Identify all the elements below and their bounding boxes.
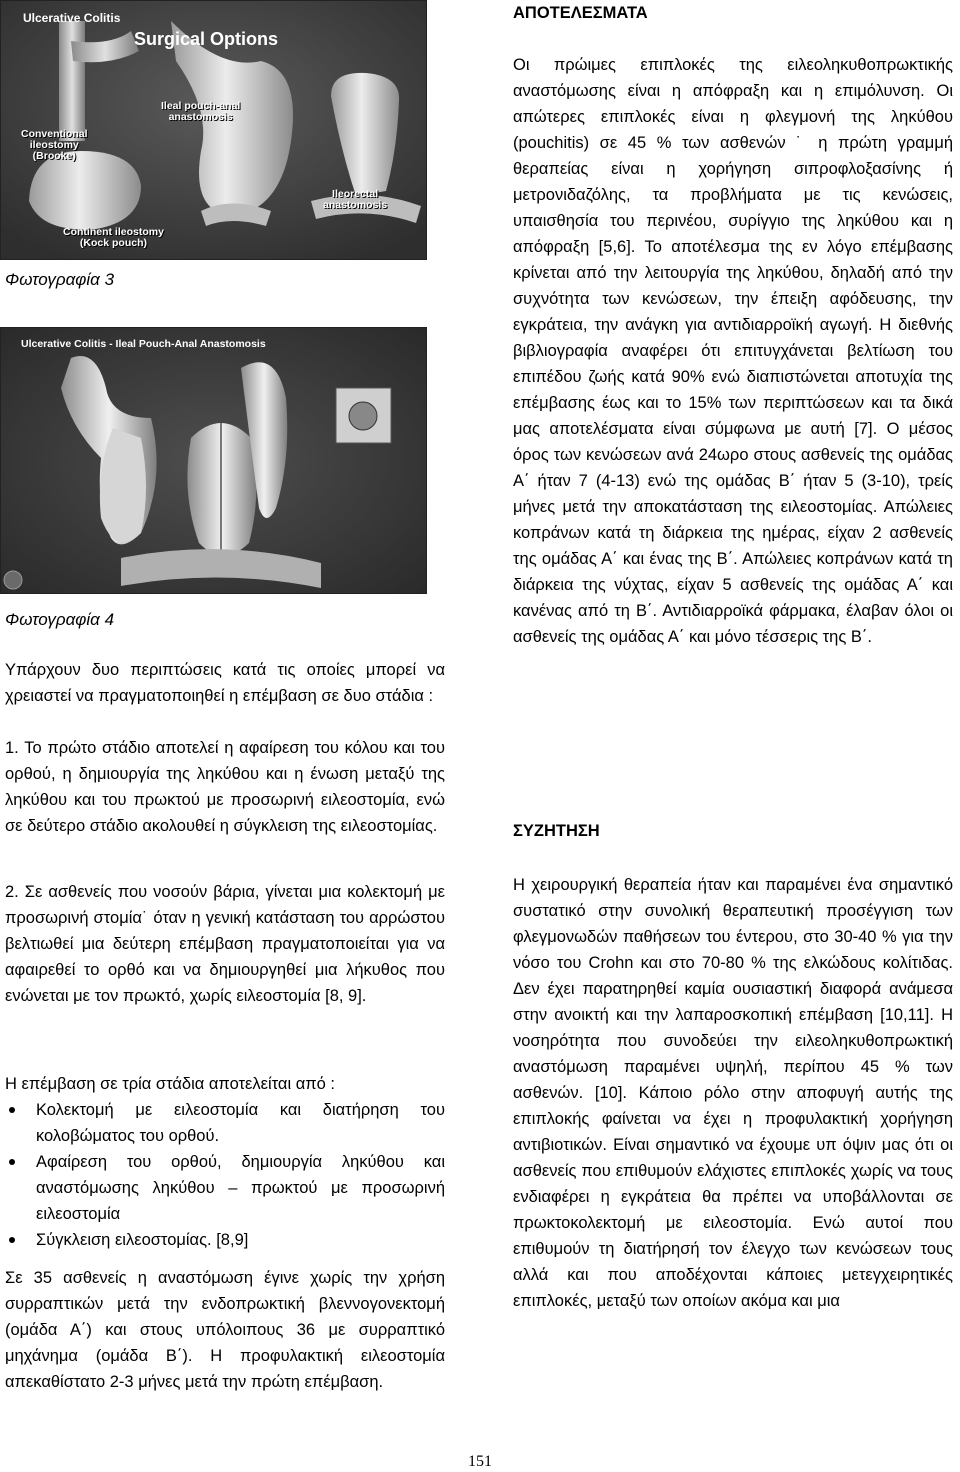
- list-item: Σύγκλειση ειλεοστομίας. [8,9]: [5, 1227, 445, 1253]
- paragraph-stage-item-2: 2. Σε ασθενείς που νοσούν βάρια, γίνεται μια κολεκτομή με προσωρινή στομία˙ όταν η γενική κατάσταση του αρρώστου βελτιωθεί μια δεύτερη επέμβαση πραγματοποιείται για να αφαιρεθεί το ορθό και να δημιουργηθεί μια λήκυθος που ενώνεται με τον πρωκτό, χωρίς ειλεοστομία [8, 9].: [5, 883, 445, 1005]
- figure-4-title: Ulcerative Colitis - Ileal Pouch-Anal Anastomosis: [21, 338, 266, 350]
- figure-3-surgical-options: [0, 0, 427, 260]
- figure-4-caption: Φωτογραφία 4: [5, 610, 115, 629]
- figure-3-title-top: Ulcerative Colitis: [23, 11, 121, 25]
- figure-3-caption: Φωτογραφία 3: [5, 270, 115, 289]
- page-number: 151: [468, 1453, 492, 1470]
- paragraph-three-stage-intro: Η επέμβαση σε τρία στάδια αποτελείται από :: [5, 1075, 335, 1093]
- corner-seal-icon: [4, 571, 22, 589]
- label-ileal-pouch-anal: Ileal pouch-anal anastomosis: [161, 100, 241, 123]
- ileostomy-tube-shape: [59, 21, 85, 141]
- figure-3-title-main: Surgical Options: [134, 29, 279, 49]
- three-stage-list: [5, 1097, 445, 1253]
- label-conventional-ileostomy: Conventional ileostomy (Brooke): [21, 128, 88, 162]
- paragraph-stage-item-1: 1. Το πρώτο στάδιο αποτελεί η αφαίρεση του κόλου και του ορθού, η δημιουργία της ληκύθου και η ένωση μεταξύ της ληκύθου και του πρωκτού με προσωρινή ειλεοστομία, ενώ σε δεύτερο στάδιο ακολουθεί η σύγκλειση της ειλεοστομίας.: [5, 739, 445, 835]
- discussion-paragraph: Η χειρουργική θεραπεία ήταν και παραμένει ένα σημαντικό συστατικό στην συνολική θεραπευτική προσέγγιση των φλεγμονωδών παθήσεων του έντερου, στο 30-40 % για την νόσο του Crohn και στο 70-80 % της ελκώδους κολίτιδας. Δεν έχει παρατηρηθεί καμία ουσιαστική διαφορά ανάμεσα στην ανοικτή και την λαπαροσκοπική επέμβαση [10,11]. Η νοσηρότητα που συνοδεύει την ειλεοληκυθοπρωκτική αναστόμωση παραμένει υψηλή, περίπου 45 % των ασθενών. [10]. Κάποιο ρόλο στην αποφυγή αυτής της επιπλοκής φαίνεται να έχει η προφυλακτική χορήγηση αντιβιοτικών. Είναι σημαντικό να έχουμε υπ όψιν μας ότι οι ασθενείς που επιθυμούν ελάχιστες επιπλοκές χωρίς να τους ενδιαφέρει η εγκράτεια θα πρέπει να υποβάλλονται σε πρωκτοκολεκτομή με ειλεοστομία. Ενώ αυτοί που επιθυμούν τη διατήρησή τον έλεγχο των κενώσεων τους αλλά και που αποδέχονται κάποιες μετεγχειρητικές επιπλοκές, μεταξύ των οποίων ακόμα και μια: [513, 876, 953, 1310]
- kock-pouch-shape: [29, 151, 141, 229]
- label-ileorectal: Ileorectal anastomosis: [323, 188, 388, 211]
- figure-4-illustration: [1, 328, 426, 593]
- results-paragraph: Οι πρώιμες επιπλοκές της ειλεοληκυθοπρωκτικής αναστόμωσης είναι η απόφραξη και η επιμόλυνση. Οι απώτερες επιπλοκές είναι η φλεγμονή της ληκύθου (pouchitis) σε 45 % των ασθενών ˙ η πρώτη γραμμή θεραπείας είναι η χορήγηση σιπροφλοξασίνης ή μετρονιδαζόλης, τα προβλήματα με τις κενώσεις, υπαισθησία του περινέου, συρίγγιο της ληκύθου και η απόφραξη [5,6]. Το αποτέλεσμα της εν λόγο επέμβασης κρίνεται από την λειτουργία της ληκύθου, δηλαδή από την συχνότητα των κενώσεων, την έπειξη αφόδευσης, την εγκράτεια, την ανάγκη για αντιδιαρροϊκή αγωγή. Η διεθνής βιβλιογραφία αναφέρει ότι επιτυγχάνεται βελτίωση του επιπέδου ζωής κατά 90% ενώ διαπιστώνεται αποτυχία της επέμβασης έως και το 15% των περιπτώσεων και τα δικά μας αποτελέσματα είναι σύμφωνα με αυτή [7]. Ο μέσος όρος των κενώσεων ανά 24ωρο στους ασθενείς της ομάδας Α΄ ήταν 7 (4-13) ενώ της ομάδας Β΄ ήταν 5 (3-10), τρείς μήνες μετά την αποκατάσταση της ειλεοστομίας. Απώλειες κοπράνων κατά τη διάρκεια της ημέρας, είχαν 2 ασθενείς της ομάδας Α΄ και ένας της Β΄. Απώλειες κοπράνων κατά τη διάρκεια της νύχτας, είχαν 5 ασθενείς της ομάδας Α΄ και κανένας από τη Β΄. Αντιδιαρροϊκά φάρμακα, έλαβαν όλοι οι ασθενείς της ομάδας Α΄ και μόνο τέσσερις της Β΄.: [513, 56, 953, 646]
- label-continent-ileostomy: Continent ileostomy (Kock pouch): [63, 226, 164, 249]
- paragraph-methods-closing: Σε 35 ασθενείς η αναστόμωση έγινε χωρίς την χρήση συρραπτικών μετά την ενδοπρωκτική βλεννογονεκτομή (ομάδα Α΄) και στους υπόλοιπους 36 με συρραπτικό μηχάνημα (ομάδα Β΄). Η προφυλακτική ειλεοστομία απεκαθίστατο 2-3 μήνες μετά την πρώτη επέμβαση.: [5, 1269, 445, 1391]
- discussion-heading: ΣΥΖΗΤΗΣΗ: [513, 822, 600, 840]
- paragraph-two-stage-intro: Υπάρχουν δυο περιπτώσεις κατά τις οποίες μπορεί να χρειαστεί να πραγματοποιηθεί η επέμβαση σε δυο στάδια :: [5, 661, 445, 705]
- list-item: Αφαίρεση του ορθού, δημιουργία ληκύθου και αναστόμωσης ληκύθου – πρωκτού με προσωρινή ειλεοστομία: [5, 1149, 445, 1227]
- results-heading: ΑΠΟΤΕΛΕΣΜΑΤΑ: [513, 4, 648, 22]
- figure-4-ipaa: [0, 327, 427, 594]
- list-item: Κολεκτομή με ειλεοστομία και διατήρηση του κολοβώματος του ορθού.: [5, 1097, 445, 1149]
